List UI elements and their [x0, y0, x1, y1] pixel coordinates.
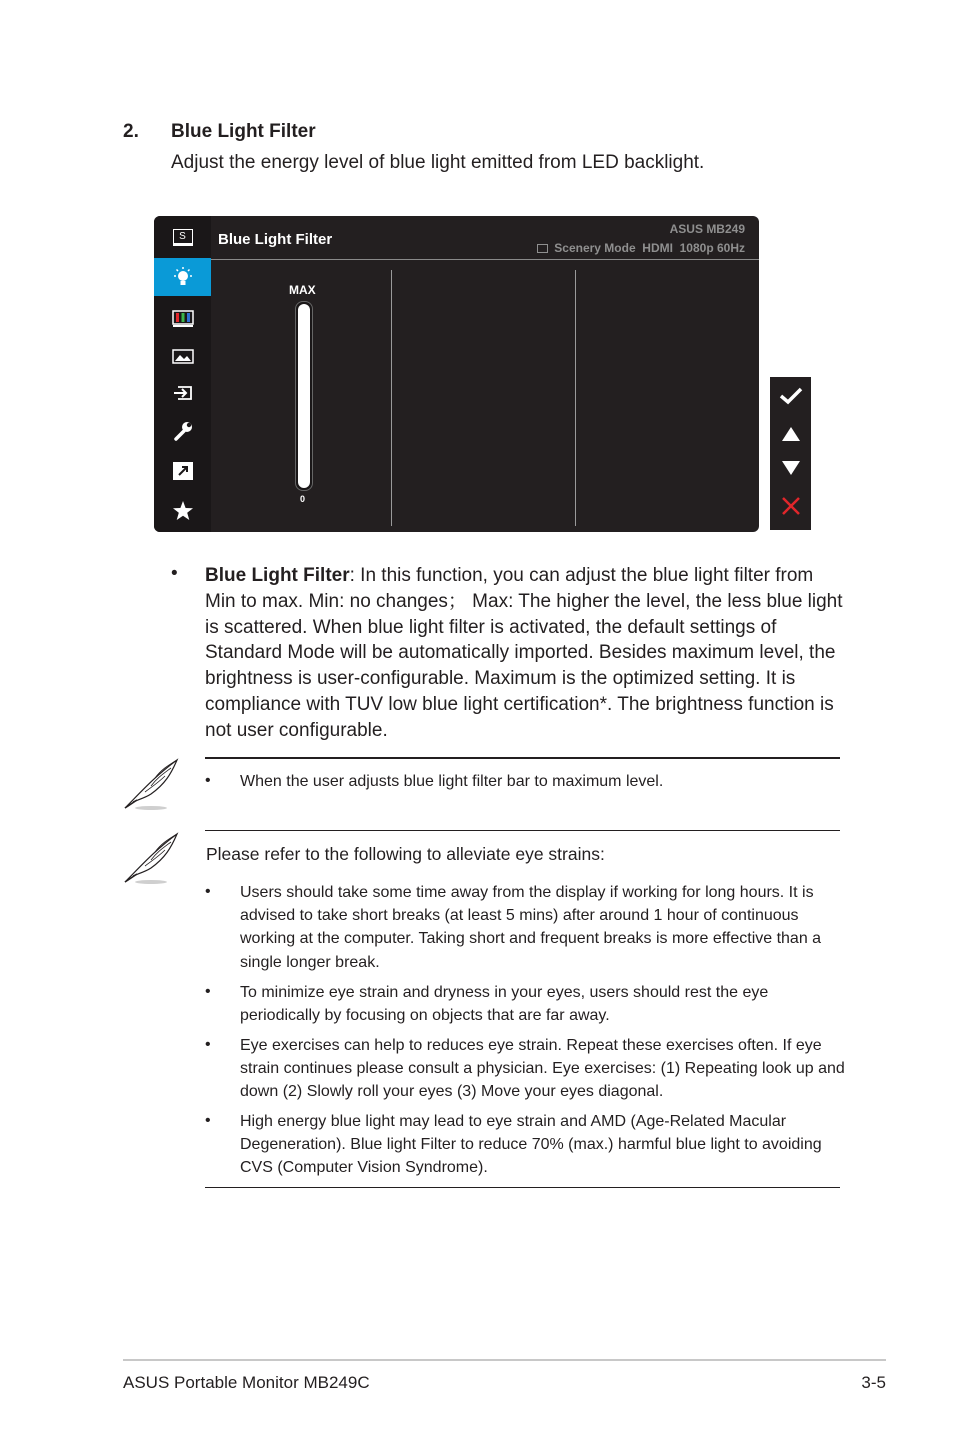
blue-light-filter-description	[205, 563, 845, 744]
osd-navigation-keys	[770, 377, 811, 530]
note-rule	[205, 757, 840, 759]
note-text: When the user adjusts blue light filter bar to maximum level.	[240, 773, 664, 790]
up-arrow-icon[interactable]	[770, 415, 811, 452]
close-icon[interactable]	[770, 487, 811, 524]
note-item: Users should take some time away from the display if working for long hours. It is advised to take short breaks (at least 5 mins) after around 1 hour of continuous working at the computer. Taking short and frequent breaks is more effective than a single longer break.	[240, 884, 822, 971]
note-item: High energy blue light may lead to eye strain and AMD (Age-Related Macular Degeneration). Blue light Filter to reduce 70% (max.) harmful blue light to avoiding CVS (Computer Vision Syndrome).	[240, 1113, 822, 1177]
page-number: 3-5	[861, 1373, 886, 1392]
osd-header	[211, 216, 759, 260]
blue-light-slider[interactable]	[295, 301, 313, 491]
input-select-icon[interactable]	[154, 374, 211, 412]
column-divider	[391, 270, 392, 526]
slider-fill	[298, 304, 310, 488]
column-divider	[575, 270, 576, 526]
feather-note-icon	[121, 830, 181, 886]
check-icon[interactable]	[770, 377, 811, 414]
note-rule	[205, 830, 840, 831]
note-item: Eye exercises can help to reduces eye strain. Repeat these exercises often. If eye strain continues please consult a physician. Eye exercises: (1) Repeating look up and down (2) Slowly roll your eyes (3) Move your eyes diagonal.	[240, 1037, 845, 1101]
feather-note-icon	[121, 756, 181, 812]
image-icon[interactable]	[154, 338, 211, 376]
color-icon[interactable]	[154, 300, 211, 338]
note-item: To minimize eye strain and dryness in your eyes, users should rest the eye periodically by focusing on objects that are far away.	[240, 984, 769, 1025]
osd-title: Blue Light Filter	[218, 231, 333, 248]
section-number: 2.	[123, 121, 139, 142]
system-setup-icon[interactable]	[154, 412, 211, 450]
note-bullet: •	[205, 983, 211, 1000]
myfavorite-icon[interactable]	[154, 492, 211, 530]
note-bullet: •	[205, 1036, 211, 1053]
blue-light-icon[interactable]	[154, 258, 211, 296]
osd-status-text: Scenery Mode HDMI 1080p 60Hz	[554, 241, 745, 255]
section-title: Blue Light Filter	[171, 121, 316, 142]
note-bullet: •	[205, 883, 211, 900]
footer-rule	[123, 1359, 886, 1361]
down-arrow-icon[interactable]	[770, 449, 811, 486]
osd-model: ASUS MB249	[669, 222, 745, 236]
slider-max-label: MAX	[289, 283, 316, 297]
slider-min-label: 0	[300, 494, 306, 504]
note-bullet: •	[205, 1112, 211, 1129]
note-bullet: •	[205, 772, 211, 789]
osd-sidebar	[154, 216, 211, 532]
note-intro: Please refer to the following to alleviate eye strains:	[206, 844, 605, 864]
bullet: •	[171, 563, 178, 584]
splendid-icon[interactable]	[154, 218, 211, 256]
bullet-label: Blue Light Filter	[205, 565, 350, 586]
shortcut-icon[interactable]	[154, 452, 211, 490]
section-description: Adjust the energy level of blue light emitted from LED backlight.	[171, 152, 705, 173]
osd-menu	[154, 216, 759, 532]
monitor-icon	[537, 244, 548, 253]
splendid-icon-label: S	[173, 229, 193, 246]
bullet-text: : In this function, you can adjust the blue light filter from Min to max. Min: no changes； Max: The higher the level, the less blue light is scattered. When blue light filter is activated, the default settings of Standard Mode will be automatically imported. Besides maximum level, the brightness is user-configurable. Maximum is the optimized setting. It is compliance with TUV low blue light certification*. The brightness function is not user configurable.	[205, 565, 843, 741]
osd-status	[537, 241, 745, 255]
note-rule	[205, 1187, 840, 1188]
footer-title: ASUS Portable Monitor MB249C	[123, 1373, 370, 1392]
